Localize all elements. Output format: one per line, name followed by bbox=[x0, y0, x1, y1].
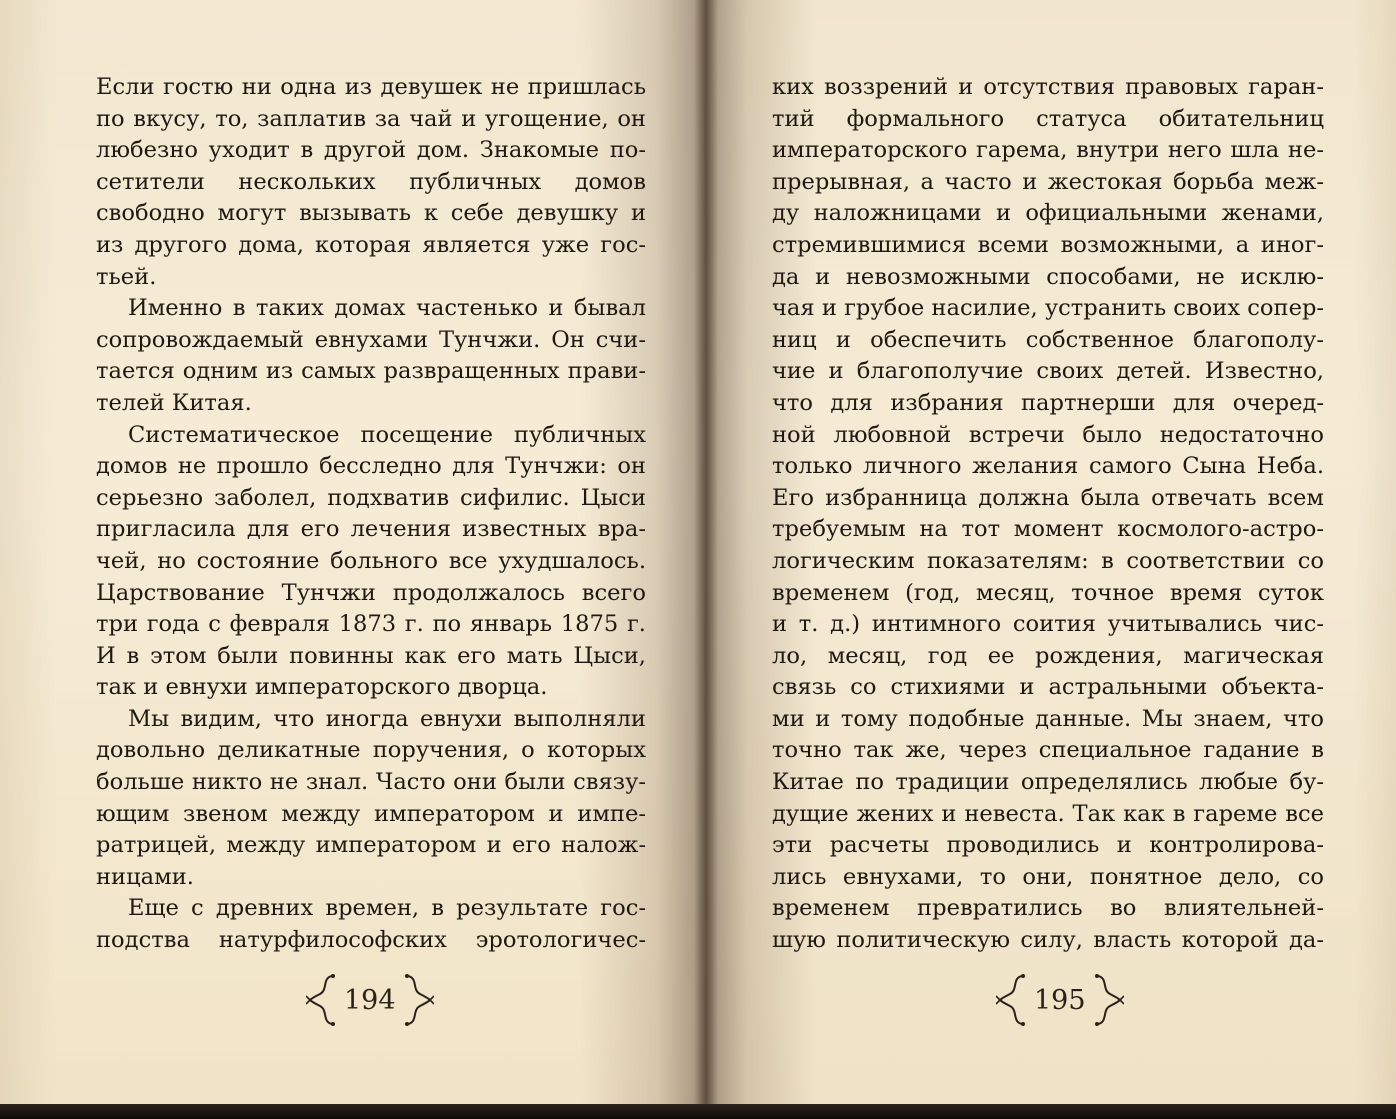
right-page bbox=[706, 0, 1396, 1104]
left-page-text bbox=[96, 72, 646, 957]
text-line: ницами. bbox=[96, 863, 194, 890]
text-line: ющим звеном между императором и импе- bbox=[96, 800, 646, 827]
text-line: шую политическую силу, власть которой да- bbox=[772, 927, 1324, 954]
text-line: точно так же, через специальное гадание в bbox=[772, 737, 1324, 764]
ornament-right-bracket-icon bbox=[1090, 972, 1124, 1028]
text-line: дущие жених и невеста. Так как в гареме все bbox=[772, 800, 1324, 827]
text-line: любезно уходит в другой дом. Знакомые по- bbox=[96, 137, 646, 164]
text-line: больше никто не знал. Часто они были связу- bbox=[96, 769, 646, 796]
text-line: что для избрания партнерши для очеред- bbox=[772, 389, 1324, 416]
text-line: чие и благополучие своих детей. Известно, bbox=[772, 358, 1324, 385]
text-line: И в этом были повинны как его мать Цыси, bbox=[96, 642, 646, 669]
text-line: сопровождаемый евнухами Тунчжи. Он счи- bbox=[96, 326, 646, 353]
text-line: Китае по традиции определялись любые бу- bbox=[772, 769, 1324, 796]
book-gutter bbox=[694, 0, 718, 1104]
text-line: Его избранница должна была отвечать всем bbox=[772, 484, 1324, 511]
ornament-left-bracket-icon bbox=[306, 972, 340, 1028]
text-line: и т. д.) интимного соития учитывались чис- bbox=[772, 611, 1324, 638]
text-line: прерывная, а часто и жестокая борьба меж- bbox=[772, 168, 1324, 195]
text-line: лись евнухами, то они, понятное дело, со bbox=[772, 863, 1324, 890]
text-line: тьей. bbox=[96, 263, 157, 290]
text-line: телей Китая. bbox=[96, 389, 252, 416]
ornament-right-bracket-icon bbox=[400, 972, 434, 1028]
page-number-right bbox=[996, 970, 1124, 1030]
text-line: по вкусу, то, заплатив за чай и угощение, он bbox=[96, 105, 646, 132]
text-line: временем (год, месяц, точное время суток bbox=[772, 579, 1324, 606]
text-line: ной любовной встречи было недостаточно bbox=[772, 421, 1324, 448]
text-line: императорского гарема, внутри него шла не- bbox=[772, 137, 1324, 164]
page-edge-shadow bbox=[0, 1104, 1396, 1119]
text-line: Именно в таких домах частенько и бывал bbox=[128, 295, 646, 322]
page-number-left bbox=[306, 970, 434, 1030]
page-number: 194 bbox=[344, 984, 396, 1016]
text-line: связь со стихиями и астральными объекта- bbox=[772, 674, 1324, 701]
text-line: только личного желания самого Сына Неба. bbox=[772, 453, 1324, 480]
text-line: тается одним из самых развращенных прави- bbox=[96, 358, 646, 385]
text-line: Систематическое посещение публичных bbox=[128, 421, 646, 448]
text-line: ратрицей, между императором и его налож- bbox=[96, 832, 646, 859]
text-line: требуемым на тот момент космолого-астро- bbox=[772, 516, 1324, 543]
text-line: довольно деликатные поручения, о которых bbox=[96, 737, 646, 764]
right-page-text bbox=[772, 72, 1324, 957]
text-line: из другого дома, которая является уже гос- bbox=[96, 231, 646, 258]
text-line: ниц и обеспечить собственное благополу- bbox=[772, 326, 1324, 353]
text-line: ми и тому подобные данные. Мы знаем, что bbox=[772, 705, 1324, 732]
text-line: логическим показателям: в соответствии со bbox=[772, 547, 1324, 574]
text-line: ких воззрений и отсутствия правовых гаран- bbox=[772, 74, 1324, 100]
left-page bbox=[0, 0, 706, 1104]
page-number: 195 bbox=[1034, 984, 1086, 1016]
text-line: сетители нескольких публичных домов bbox=[96, 168, 646, 195]
ornament-left-bracket-icon bbox=[996, 972, 1030, 1028]
text-line: стремившимися всеми возможными, а иног- bbox=[772, 231, 1324, 258]
text-line: Мы видим, что иногда евнухи выполняли bbox=[128, 705, 646, 732]
text-line: эти расчеты проводились и контролирова- bbox=[772, 832, 1324, 859]
text-line: да и невозможными способами, не исклю- bbox=[772, 263, 1324, 290]
text-line: подства натурфилософских эротологичес- bbox=[96, 927, 646, 954]
text-line: свободно могут вызывать к себе девушку и bbox=[96, 200, 646, 227]
text-line: пригласила для его лечения известных вра- bbox=[96, 516, 646, 543]
text-line: временем превратились во влиятельней- bbox=[772, 895, 1324, 922]
text-line: тий формального статуса обитательниц bbox=[772, 105, 1324, 132]
text-line: Еще с древних времен, в результате гос- bbox=[128, 895, 646, 922]
text-line: Если гостю ни одна из девушек не пришлась bbox=[96, 74, 646, 100]
text-line: серьезно заболел, подхватив сифилис. Цыси bbox=[96, 484, 646, 511]
text-line: Царствование Тунчжи продолжалось всего bbox=[96, 579, 646, 606]
text-line: так и евнухи императорского дворца. bbox=[96, 674, 548, 701]
text-line: домов не прошло бесследно для Тунчжи: он bbox=[96, 453, 646, 480]
text-line: ло, месяц, год ее рождения, магическая bbox=[772, 642, 1324, 669]
text-line: чая и грубое насилие, устранить своих сопер- bbox=[772, 295, 1325, 322]
text-line: три года с февраля 1873 г. по январь 1875 г. bbox=[96, 611, 646, 638]
text-line: ду наложницами и официальными женами, bbox=[772, 200, 1324, 227]
text-line: чей, но состояние больного все ухудшалось. bbox=[96, 547, 646, 574]
